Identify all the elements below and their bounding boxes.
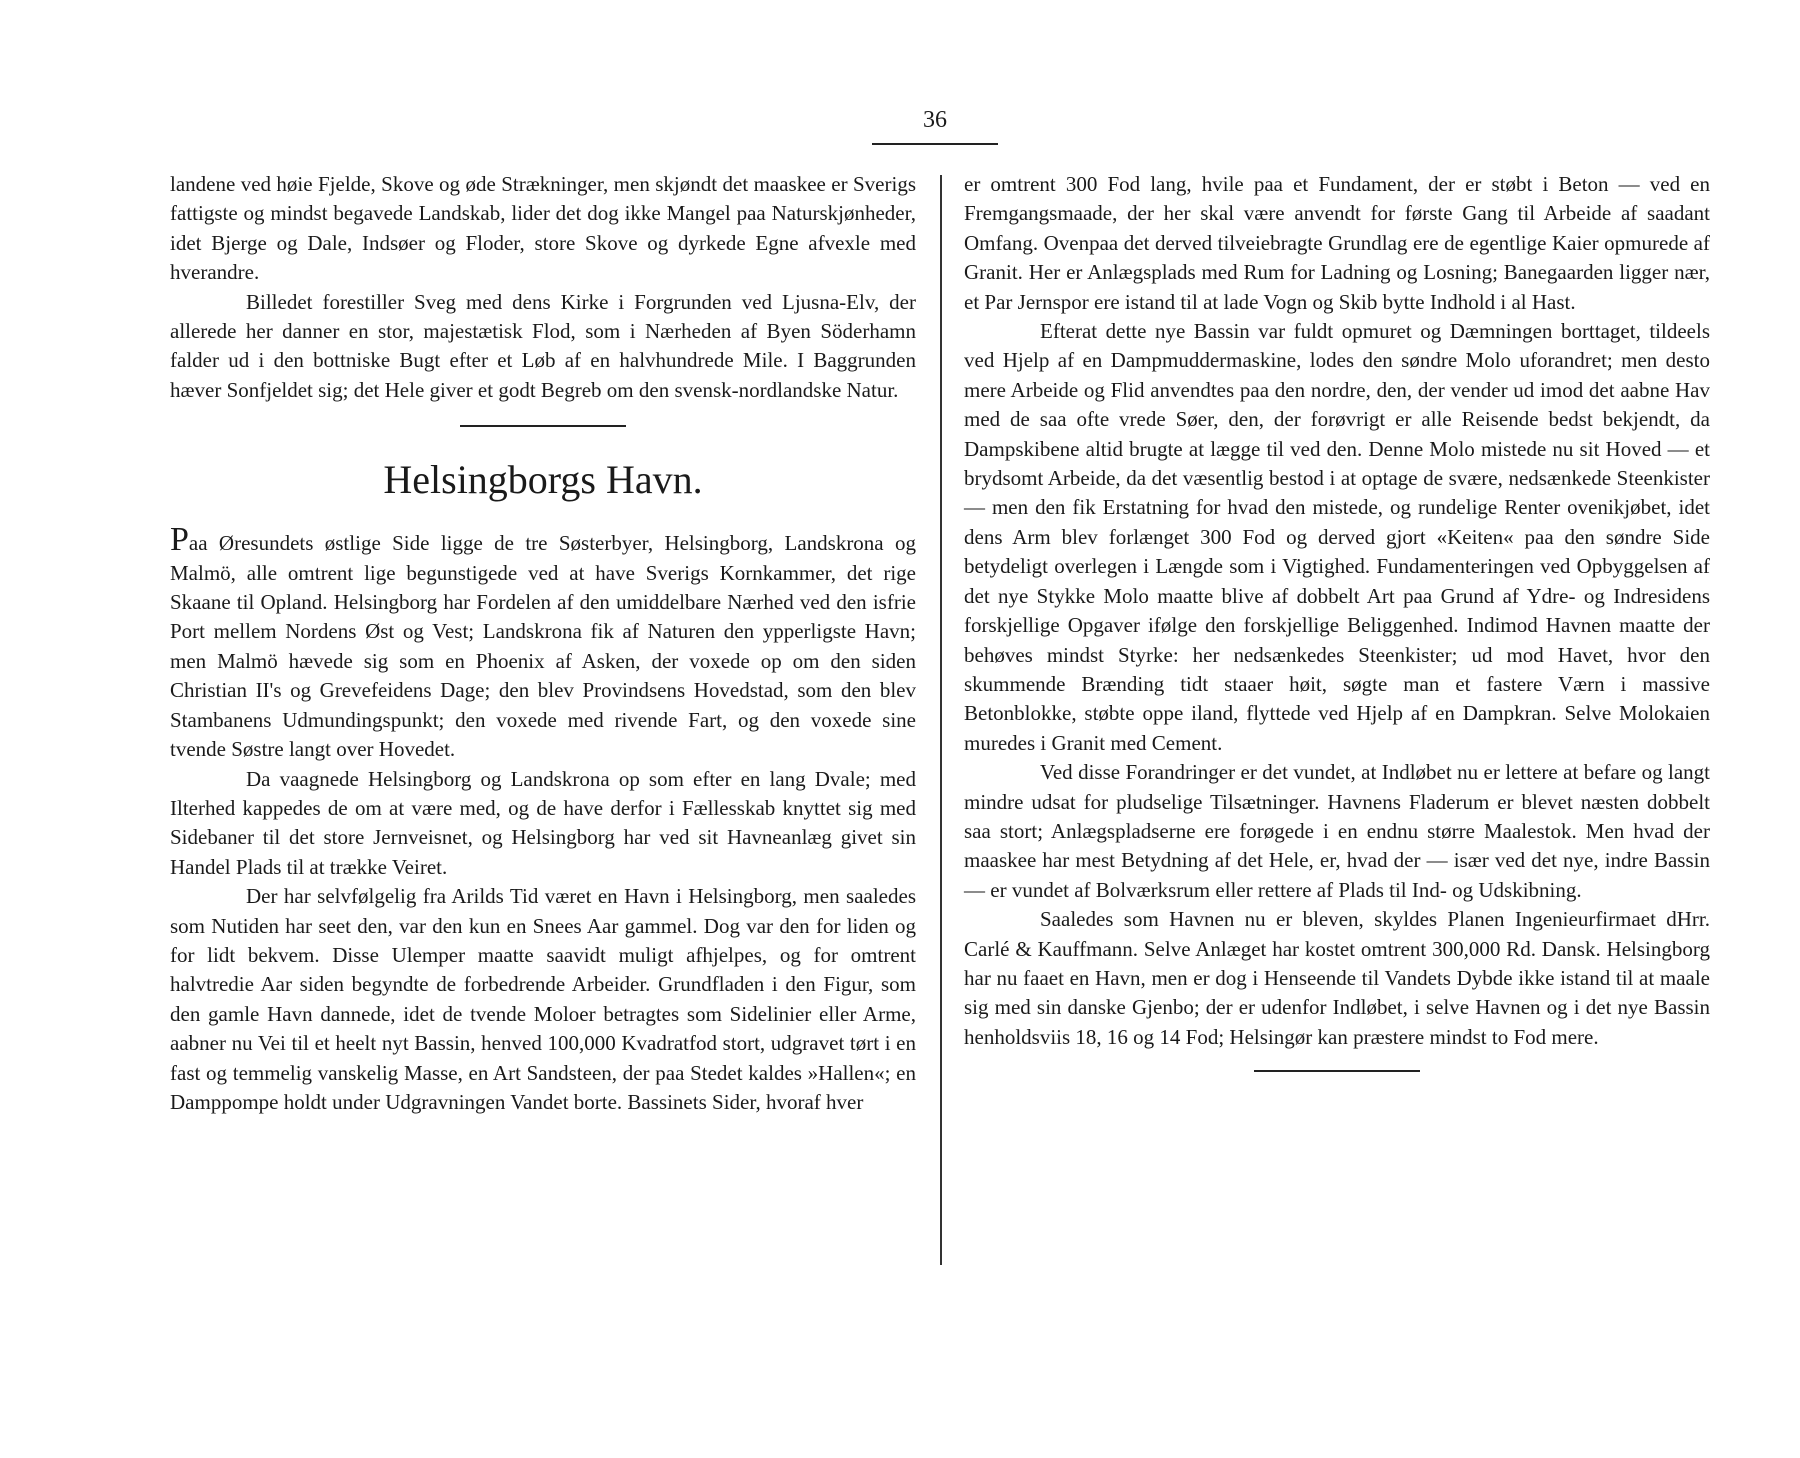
paragraph: Billedet forestiller Sveg med dens Kirke i Forgrunden ved Ljusna-Elv, der allerede her danner en stor, majestætisk Flod, som i Nærheden af Byen Söderhamn falder ud i den bottniske Bugt efter et Løb af en halvhundrede Mile. I Baggrunden hæver Sonfjeldet sig; det Hele giver et godt Begreb om den svensk-nordlandske Natur. — [170, 289, 916, 402]
initial-letter: P — [170, 521, 189, 559]
section-divider — [460, 425, 626, 427]
end-rule — [1254, 1070, 1420, 1072]
paragraph: Ved disse Forandringer er det vundet, at Indløbet nu er lettere at befare og langt mindre udsat for pludselige Tilsætninger. Havnens Fladerum er blevet næsten dobbelt saa stort; Anlægspladserne ere forøgede i en endnu større Maalestok. Men hvad der maaskee har mest Betydning af det Hele, er, hvad der — især ved det nye, indre Bassin — er vundet af Bolværksrum eller rettere af Plads til Ind- og Udskibning. — [964, 760, 1710, 902]
paragraph: landene ved høie Fjelde, Skove og øde Strækninger, men skjøndt det maaskee er Sverigs fattigste og mindst begavede Landskab, lider det dog ikke Mangel paa Naturskjønheder, idet Bjerge og Dale, Indsøer og Floder, store Skove og dyrkede Egne afvexle med hverandre. — [170, 172, 916, 285]
paragraph: er omtrent 300 Fod lang, hvile paa et Fundament, der er støbt i Beton — ved en Fremgangsmaade, der her skal være anvendt for første Gang til Arbeide af saadant Omfang. Ovenpaa det derved tilveiebragte Grundlag ere de egentlige Kaier opmurede af Granit. Her er Anlægsplads med Rum for Ladning og Losning; Banegaarden ligger nær, et Par Jernspor ere istand til at lade Vogn og Skib bytte Indhold i al Hast. — [964, 172, 1710, 314]
paragraph: Der har selvfølgelig fra Arilds Tid været en Havn i Helsingborg, men saaledes som Nutiden har seet den, var den kun en Snees Aar gammel. Dog var den for liden og for lidt bekvem. Disse Ulemper maatte saavidt muligt afhjelpes, og for omtrent halvtredie Aar siden begyndte de forbedrende Arbeider. Grundfladen i den Figur, som den gamle Havn dannede, idet de tvende Moloer betragtes som Sidelinier eller Arme, aabner nu Vei til et heelt nyt Bassin, henved 100,000 Kvadratfod stort, udgravet tørt i en fast og temmelig vanskelig Masse, en Art Sandsteen, der paa Stedet kaldes »Hallen«; en Damppompe holdt under Udgravningen Vandet borte. Bassinets Sider, hvoraf hver — [170, 884, 916, 1114]
paragraph: Da vaagnede Helsingborg og Landskrona op som efter en lang Dvale; med Ilterhed kappedes de om at være med, og de have derfor i Fællesskab knyttet sig med Sidebaner til det store Jernveisnet, og Helsingborg har ved sit Havneanlæg givet sin Handel Plads til at trække Veiret. — [170, 766, 916, 879]
page-number: 36 — [923, 107, 947, 133]
paragraph-text: aa Øresundets østlige Side ligge de tre Søsterbyer, Helsingborg, Landskrona og Malmö, alle omtrent lige begunstigede ved at have Sverigs Kornkammer, det rige Skaane til Opland. Helsingborg har Fordelen af den umiddelbare Nærhed ved den isfrie Port mellem Nordens Øst og Vest; Landskrona fik af Naturen den ypperligste Havn; men Malmö hævede sig som en Phoenix af Asken, der voxede op om den siden Christian II's og Grevefeidens Dage; den blev Provindsens Hovedstad, som den blev Stambanens Udmundingspunkt; den voxede med rivende Fart, og den voxede sine tvende Søstre langt over Hovedet. — [170, 531, 916, 762]
left-column — [170, 170, 916, 1117]
section-heading: Helsingborgs Havn. — [383, 457, 703, 503]
page-number-rule — [872, 143, 998, 145]
paragraph-with-initial — [170, 521, 916, 764]
right-column — [964, 170, 1710, 1072]
column-divider — [940, 175, 942, 1265]
paragraph: Saaledes som Havnen nu er bleven, skyldes Planen Ingenieurfirmaet dHrr. Carlé & Kauffmann. Selve Anlæget har kostet omtrent 300,000 Rd. Dansk. Helsingborg har nu faaet en Havn, men er dog i Henseende til Vandets Dybde ikke istand til at maale sig med sin danske Gjenbo; der er udenfor Indløbet, i selve Havnen og i det nye Bassin henholdsviis 18, 16 og 14 Fod; Helsingør kan præstere mindst to Fod mere. — [964, 907, 1710, 1049]
paragraph: Efterat dette nye Bassin var fuldt opmuret og Dæmningen borttaget, tildeels ved Hjelp af en Dampmuddermaskine, lodes den søndre Molo uforandret; men desto mere Arbeide og Flid anvendtes paa den nordre, den, der vender ud imod det aabne Hav med de saa ofte vrede Søer, den, der forøvrigt er alle Reisende bedst bekjendt, da Dampskibene altid brugte at lægge til ved den. Denne Molo mistede nu sit Hoved — et brydsomt Arbeide, da det væsentlig bestod i at optage de svære, nedsænkede Steenkister — men den fik Erstatning for hvad den mistede, og rundelige Renter ovenikjøbet, idet dens Arm blev forlænget 300 Fod og derved gjort «Keiten« paa den søndre Side betydeligt overlegen i Længde som i Vigtighed. Fundamenteringen ved Opbyggelsen af det nye Stykke Molo maatte blive af dobbelt Art paa Grund af Ydre- og Indresidens forskjellige Opgaver ifølge den forskjellige Beliggenhed. Indimod Havnen maatte der behøves mindst Styrke: her nedsænkedes Steenkister; ud mod Havet, hvor den skummende Brænding tidt staaer høit, søgte man et fastere Værn i massive Betonblokke, støbte oppe iland, flyttede ved Hjelp af en Dampkran. Selve Molokaien muredes i Granit med Cement. — [964, 319, 1710, 755]
